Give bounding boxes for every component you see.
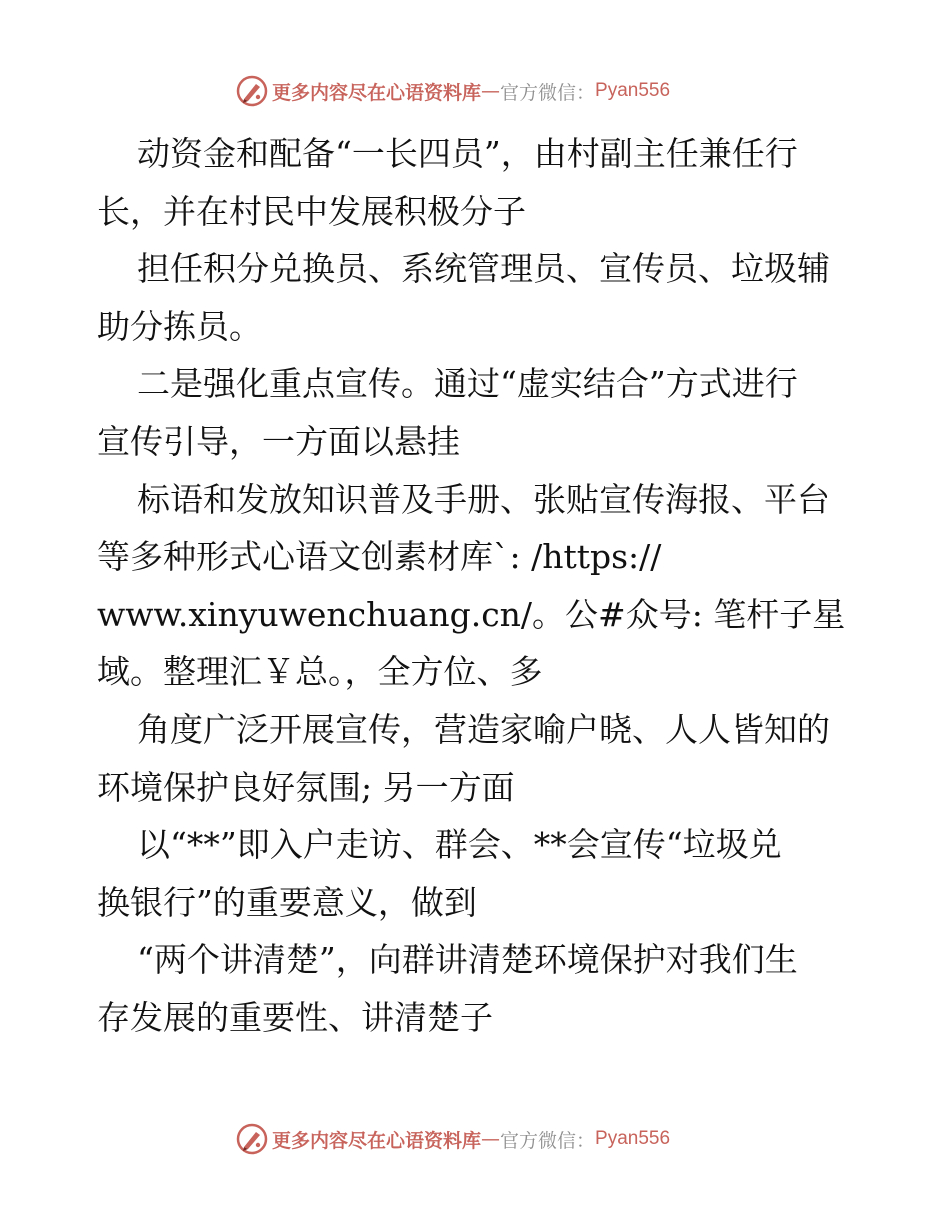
text-line: 担任积分兑换员、系统管理员、宣传员、垃圾辅 xyxy=(137,249,830,289)
watermark-footer xyxy=(236,1122,716,1156)
pen-logo-icon xyxy=(236,75,268,107)
text-line: 长，并在村民中发展积极分子 xyxy=(97,191,526,231)
watermark-label: 官方微信： xyxy=(500,81,596,104)
watermark-id: Pyan556 xyxy=(595,80,671,101)
document-body xyxy=(97,125,857,1047)
text-line: “两个讲清楚”，向群讲清楚环境保护对我们生 xyxy=(137,940,798,980)
text-line: 助分拣员。 xyxy=(97,306,262,346)
text-line: 角度广泛开展宣传，营造家喻户晓、人人皆知的 xyxy=(137,709,830,749)
text-line: 二是强化重点宣传。通过“虚实结合”方式进行 xyxy=(137,364,798,404)
watermark-main-text: 更多内容尽在心语资料库 xyxy=(272,1129,482,1152)
watermark-id: Pyan556 xyxy=(595,1128,671,1149)
watermark-main-text: 更多内容尽在心语资料库 xyxy=(272,81,482,104)
pen-logo-icon xyxy=(236,1123,268,1155)
watermark-label: 官方微信： xyxy=(500,1129,596,1152)
text-line: 宣传引导，一方面以悬挂 xyxy=(97,421,460,461)
text-line: 环境保护良好氛围; 另一方面 xyxy=(97,767,515,807)
text-line: 以“**”即入户走访、群会、**会宣传“垃圾兑 xyxy=(137,825,782,865)
text-line: 标语和发放知识普及手册、张贴宣传海报、平台 xyxy=(137,479,830,519)
watermark-dash: — xyxy=(481,1128,501,1150)
text-line: 域。整理汇￥总。，全方位、多 xyxy=(97,652,543,692)
text-line: 动资金和配备“一长四员”，由村副主任兼任行 xyxy=(137,134,798,173)
text-line: 存发展的重要性、讲清楚子 xyxy=(97,997,493,1037)
text-line: 等多种形式心语文创素材库`: /https:// xyxy=(97,537,662,577)
text-line: 换银行”的重要意义，做到 xyxy=(97,882,477,922)
watermark-dash: — xyxy=(481,80,501,102)
text-line: www.xinyuwenchuang.cn/。公#众号: 笔杆子星 xyxy=(97,594,846,634)
watermark-header xyxy=(236,74,716,108)
